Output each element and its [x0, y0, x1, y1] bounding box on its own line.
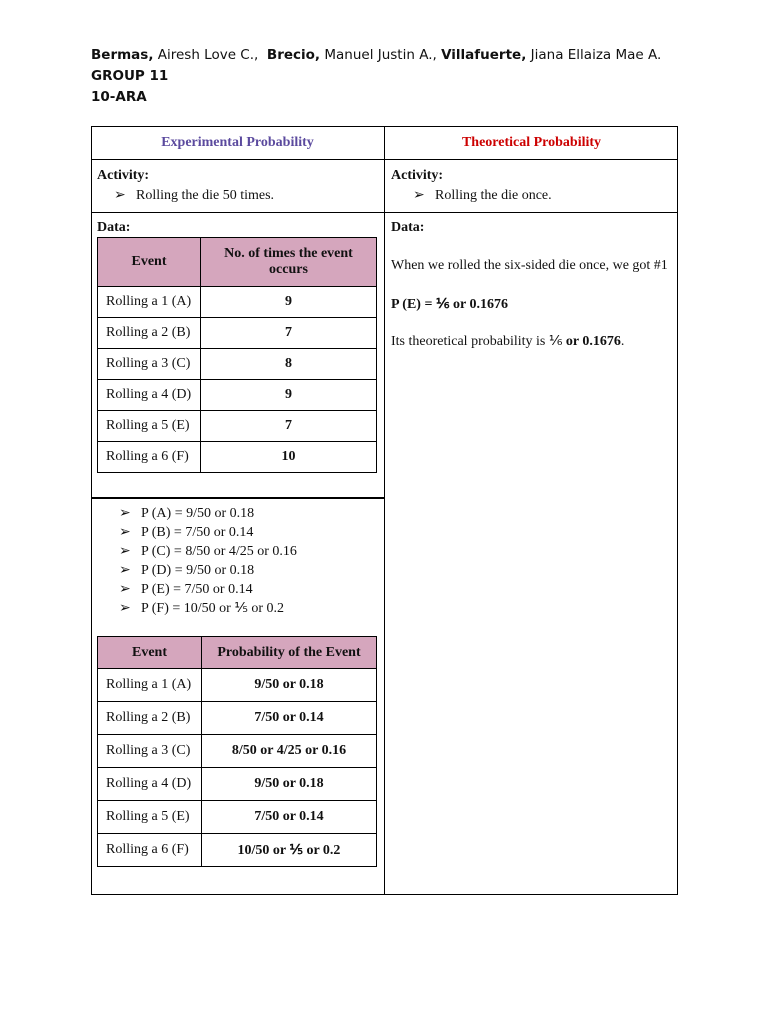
- arrow-bullet-icon: ➢: [413, 188, 425, 203]
- exp-activity-item: [114, 187, 274, 204]
- exp-activity-text: Rolling the die 50 times.: [136, 188, 275, 203]
- value-cell: 8/50 or 4/25 or 0.16: [202, 735, 377, 768]
- event-cell: Rolling a 3 (C): [98, 349, 201, 380]
- table-row: [98, 287, 377, 318]
- table-row: [98, 318, 377, 349]
- author-2-surname: Brecio,: [266, 47, 321, 63]
- list-item: [119, 599, 297, 618]
- header-row-line: [91, 159, 678, 160]
- event-cell: Rolling a 1 (A): [98, 669, 202, 702]
- value-cell: 7/50 or 0.14: [202, 801, 377, 834]
- activity-row-line: [91, 212, 678, 213]
- exp-data-label: Data:: [97, 220, 131, 235]
- value-cell: 10/50 or ⅕ or 0.2: [202, 834, 377, 867]
- list-item: [119, 580, 297, 599]
- table-header-row: [98, 637, 377, 669]
- event-cell: Rolling a 1 (A): [98, 287, 201, 318]
- value-cell: 8: [201, 349, 377, 380]
- list-item: [119, 504, 297, 523]
- left-split-line: [91, 497, 385, 499]
- event-cell: Rolling a 2 (B): [98, 702, 202, 735]
- event-cell: Rolling a 6 (F): [98, 442, 201, 473]
- table-row: [98, 411, 377, 442]
- section-label: 10-ARA: [91, 89, 147, 105]
- value-cell: 7: [201, 318, 377, 349]
- table-row: [98, 834, 377, 867]
- table-row: [98, 669, 377, 702]
- table-row: [98, 801, 377, 834]
- theo-conclusion-suffix: .: [620, 334, 625, 349]
- arrow-bullet-icon: ➢: [114, 188, 126, 203]
- arrow-bullet-icon: ➢: [119, 601, 131, 616]
- theo-activity-label: Activity:: [391, 168, 444, 183]
- probability-table: [97, 636, 377, 867]
- arrow-bullet-icon: ➢: [119, 544, 131, 559]
- author-1-given: Airesh Love C.,: [157, 47, 259, 63]
- value-cell: 10: [201, 442, 377, 473]
- author-2-given: Manuel Justin A.,: [324, 47, 437, 63]
- arrow-bullet-icon: ➢: [119, 525, 131, 540]
- authors-line: [91, 47, 661, 63]
- event-cell: Rolling a 3 (C): [98, 735, 202, 768]
- exp-activity-label: Activity:: [97, 168, 150, 183]
- list-item: [119, 542, 297, 561]
- value-cell: 7/50 or 0.14: [202, 702, 377, 735]
- table-row: [98, 702, 377, 735]
- value-cell: 9/50 or 0.18: [202, 669, 377, 702]
- table-header-row: [98, 238, 377, 287]
- probability-list: [119, 504, 297, 618]
- event-cell: Rolling a 5 (E): [98, 801, 202, 834]
- column-header-probability: Probability of the Event: [202, 637, 377, 669]
- event-cell: Rolling a 6 (F): [98, 834, 202, 867]
- theoretical-title: Theoretical Probability: [461, 135, 602, 150]
- column-header-occurrences: No. of times the event occurs: [201, 238, 377, 287]
- theo-conclusion: [391, 333, 624, 350]
- probability-text: P (C) = 8/50 or 4/25 or 0.16: [141, 544, 297, 559]
- event-cell: Rolling a 5 (E): [98, 411, 201, 442]
- event-cell: Rolling a 2 (B): [98, 318, 201, 349]
- theo-formula: P (E) = ⅙ or 0.1676: [391, 297, 508, 312]
- arrow-bullet-icon: ➢: [119, 582, 131, 597]
- event-cell: Rolling a 4 (D): [98, 380, 201, 411]
- probability-text: P (A) = 9/50 or 0.18: [141, 506, 255, 521]
- arrow-bullet-icon: ➢: [119, 563, 131, 578]
- list-item: [119, 523, 297, 542]
- value-cell: 9: [201, 380, 377, 411]
- table-row: [98, 442, 377, 473]
- theo-activity-text: Rolling the die once.: [435, 188, 552, 203]
- column-divider: [384, 126, 385, 895]
- table-row: [98, 768, 377, 801]
- event-cell: Rolling a 4 (D): [98, 768, 202, 801]
- probability-text: P (D) = 9/50 or 0.18: [141, 563, 255, 578]
- probability-text: P (F) = 10/50 or ⅕ or 0.2: [141, 601, 285, 616]
- table-row: [98, 349, 377, 380]
- column-header-event: Event: [98, 238, 201, 287]
- table-row: [98, 380, 377, 411]
- theo-data-label: Data:: [391, 220, 425, 235]
- theo-conclusion-prefix: Its theoretical probability is ⅙: [391, 334, 566, 349]
- value-cell: 9/50 or 0.18: [202, 768, 377, 801]
- probability-text: P (B) = 7/50 or 0.14: [141, 525, 254, 540]
- probability-text: P (E) = 7/50 or 0.14: [141, 582, 253, 597]
- table-row: [98, 735, 377, 768]
- arrow-bullet-icon: ➢: [119, 506, 131, 521]
- theo-activity-item: [413, 187, 552, 204]
- author-3-given: Jiana Ellaiza Mae A.: [530, 47, 662, 63]
- value-cell: 9: [201, 287, 377, 318]
- column-header-event: Event: [98, 637, 202, 669]
- experimental-title: Experimental Probability: [161, 135, 314, 150]
- theo-result-text: When we rolled the six-sided die once, we got #1: [391, 258, 668, 273]
- group-label: GROUP 11: [91, 68, 169, 84]
- author-1-surname: Bermas,: [91, 47, 154, 63]
- occurrence-table: [97, 237, 377, 473]
- list-item: [119, 561, 297, 580]
- author-3-surname: Villafuerte,: [441, 47, 527, 63]
- value-cell: 7: [201, 411, 377, 442]
- theo-conclusion-bold: or 0.1676: [565, 334, 621, 349]
